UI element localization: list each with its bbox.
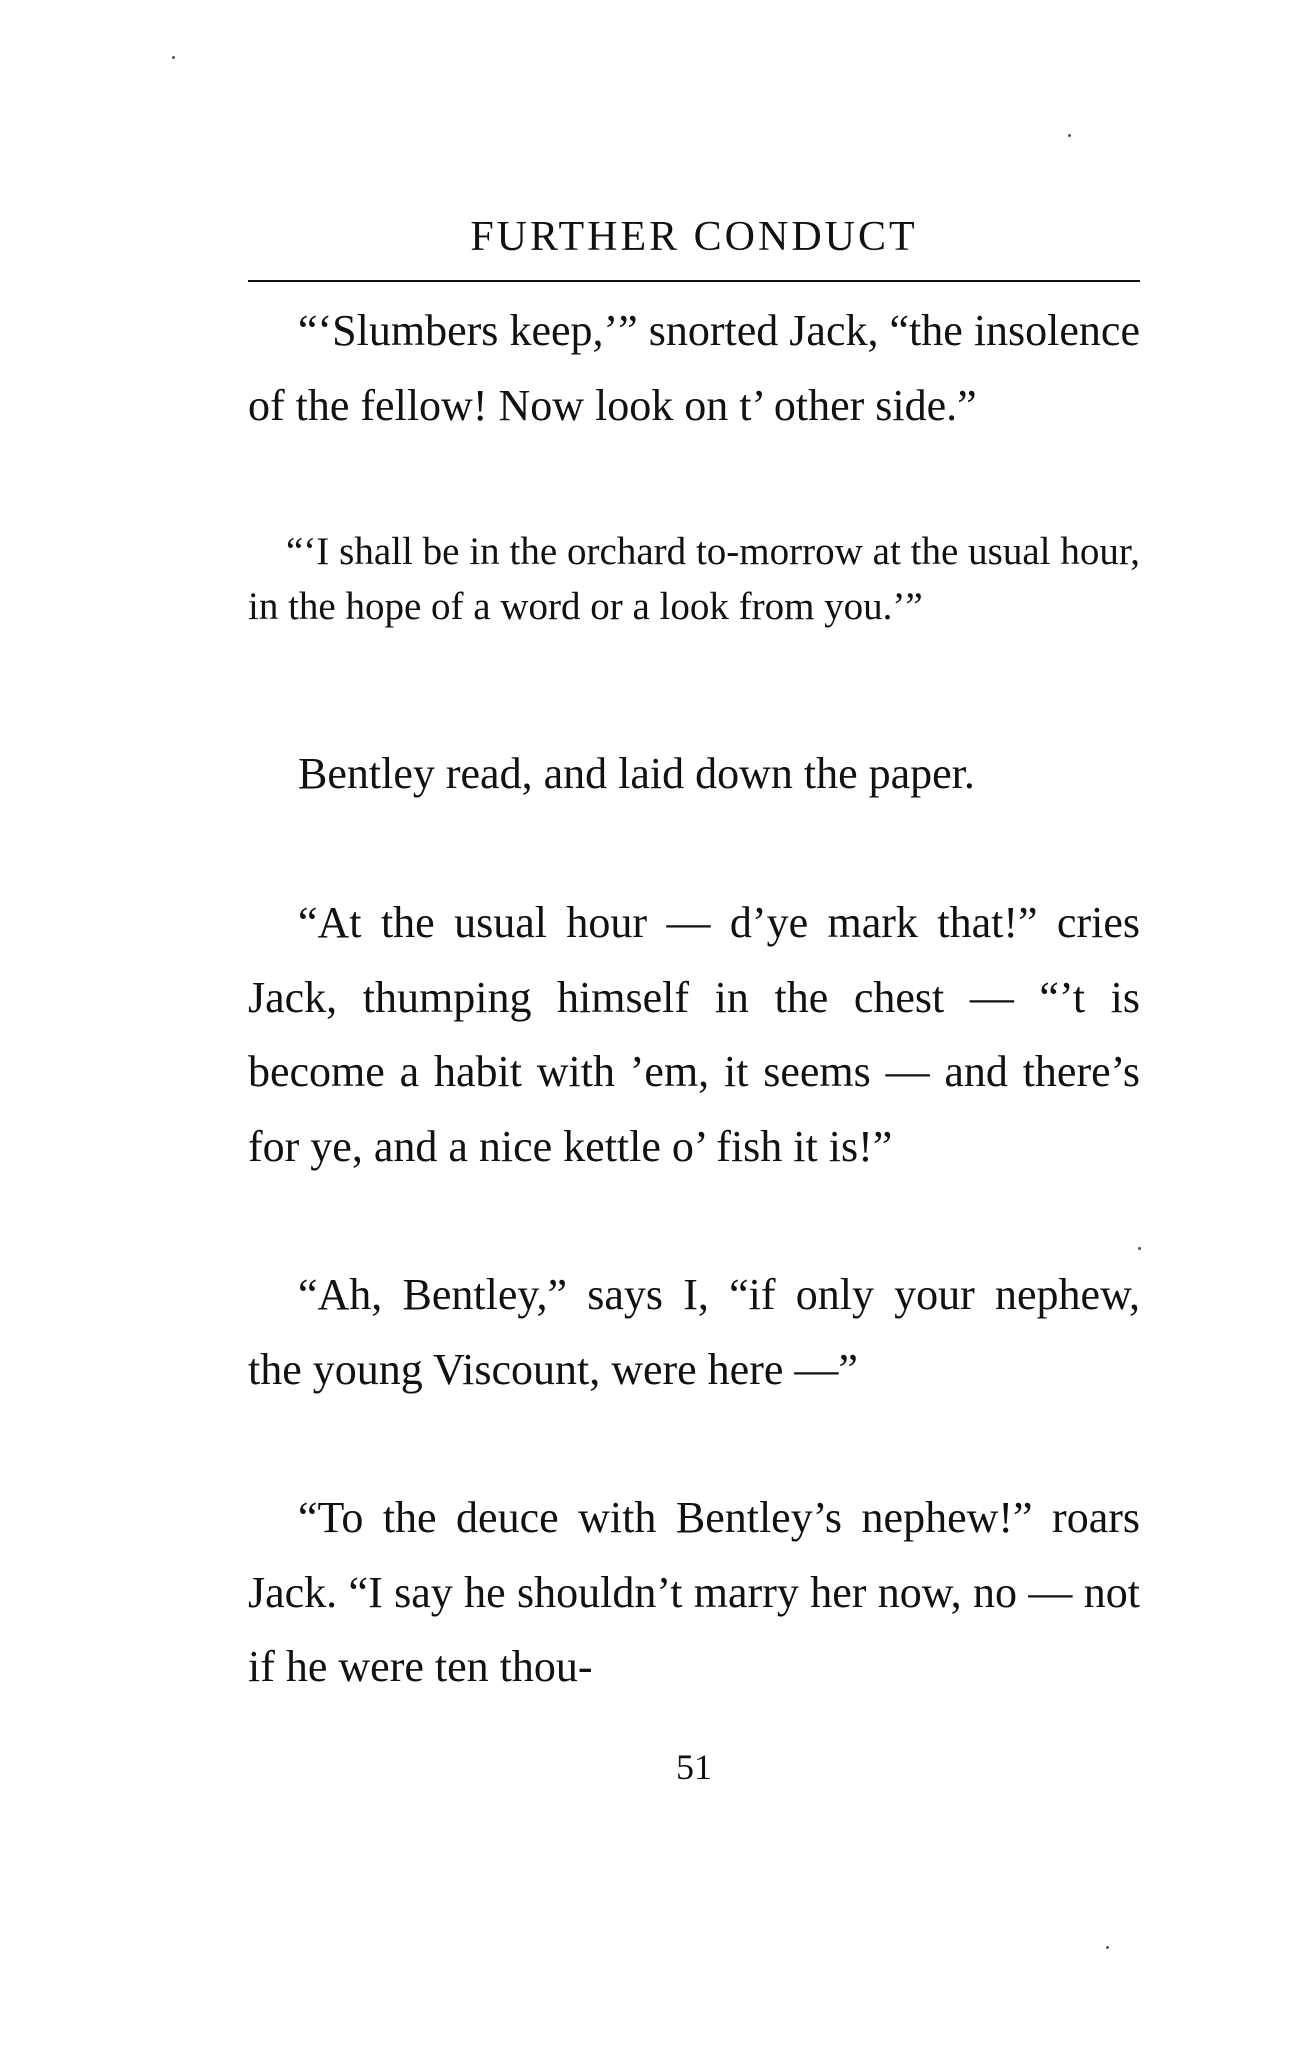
paragraph-slumbers: “‘Slumbers keep,’” snorted Jack, “the insolence of the fellow! Now look on t’ other side.” (248, 306, 1140, 430)
paragraph-ah-bentley: “Ah, Bentley,” says I, “if only your nephew, the young Viscount, were here —” (248, 1270, 1140, 1394)
running-head: FURTHER CONDUCT (470, 214, 918, 260)
paper-speck (1068, 134, 1071, 137)
page-number: 51 (676, 1747, 712, 1787)
paragraph-to-the-deuce: “To the deuce with Bentley’s nephew!” roars Jack. “I say he shouldn’t marry her now, no — not if he were ten thou- (248, 1493, 1140, 1691)
paper-speck (172, 56, 175, 59)
paragraph-usual-hour: “At the usual hour — d’ye mark that!” cries Jack, thumping himself in the chest — “’t is become a habit with ’em, it seems — and there’s for ye, and a nice kettle o’ fish it is!” (248, 898, 1140, 1171)
header-rule (248, 280, 1140, 282)
paragraph-bentley-read: Bentley read, and laid down the paper. (298, 749, 975, 798)
paper-speck (1138, 1247, 1141, 1250)
quoted-note: “‘I shall be in the orchard to-morrow at the usual hour, in the hope of a word or a look from you.’” (248, 530, 1140, 628)
paper-speck (1106, 1946, 1109, 1949)
